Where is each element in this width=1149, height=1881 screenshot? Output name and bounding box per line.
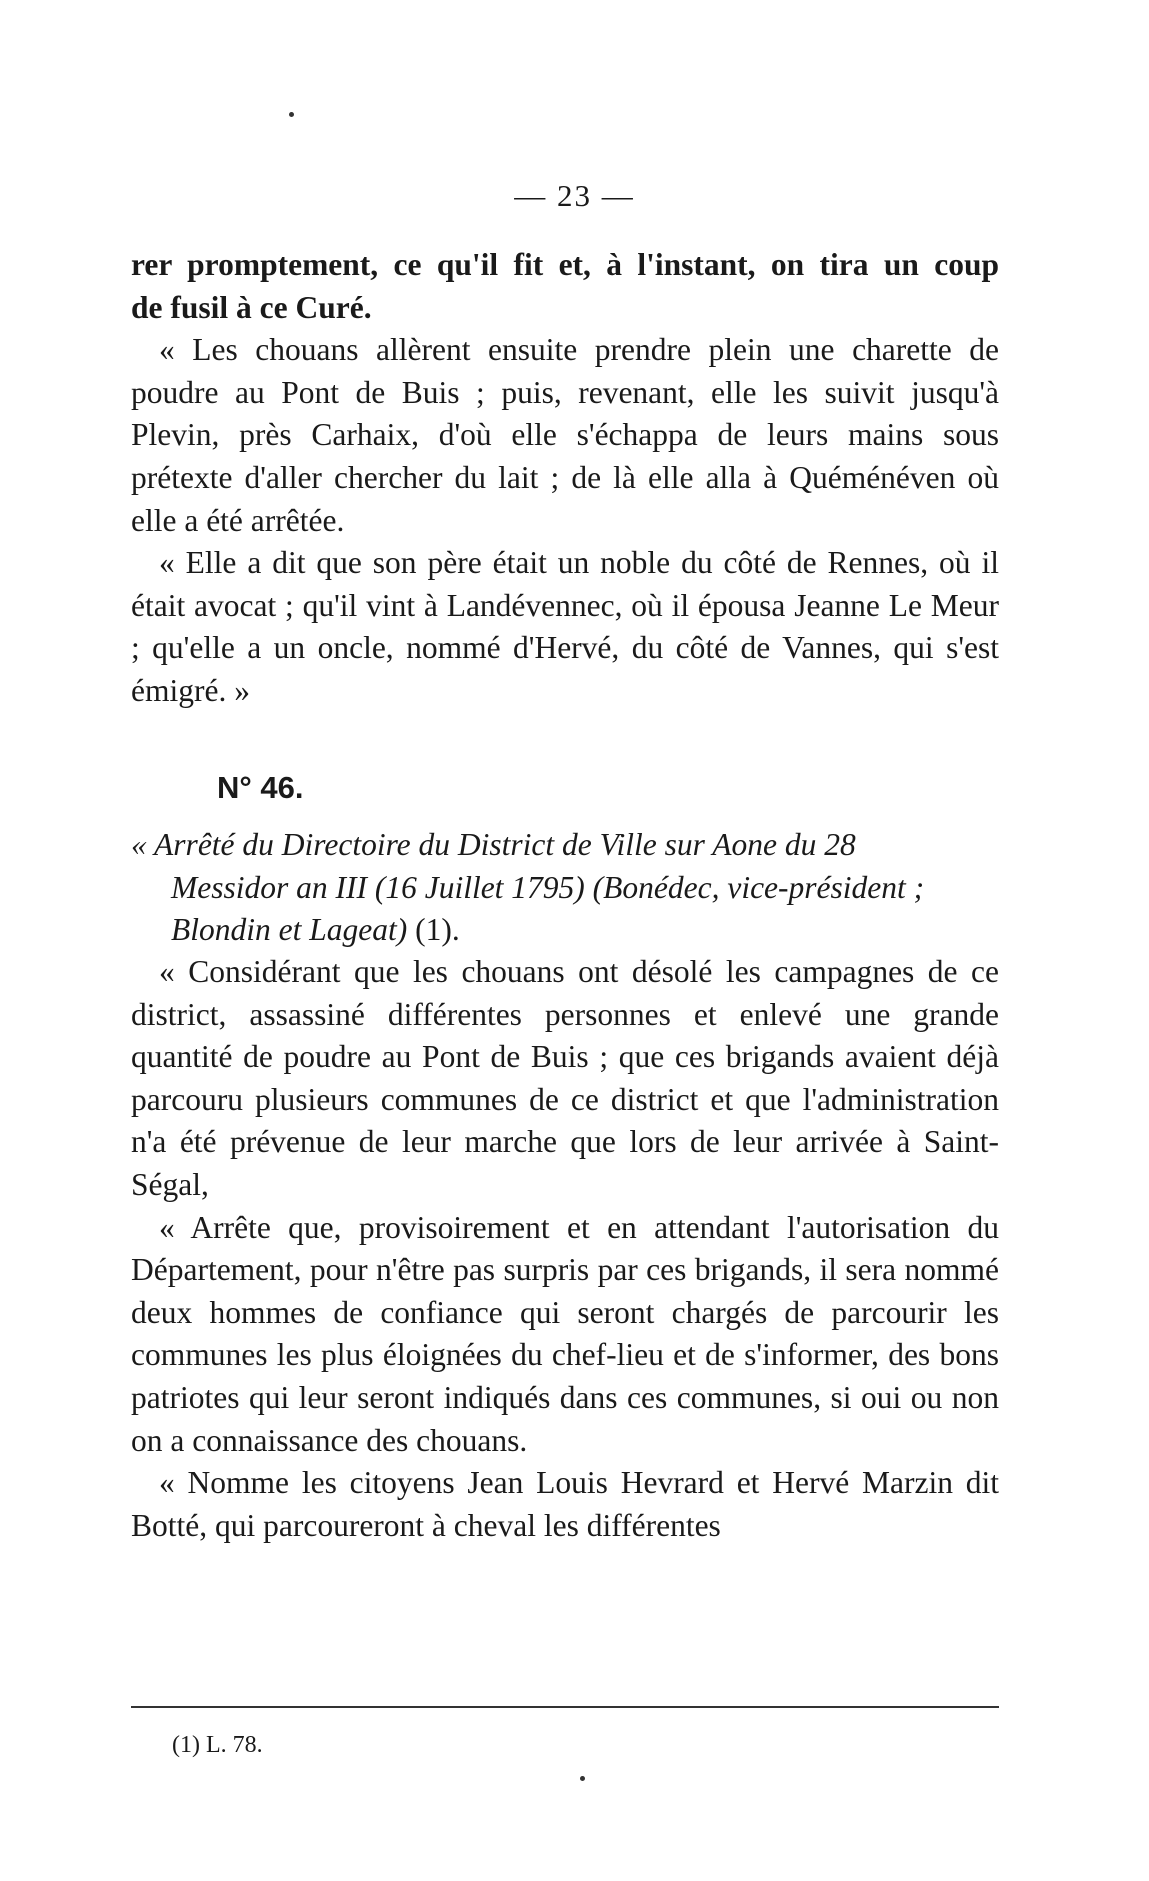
speck-mark: [289, 112, 294, 117]
footnote: (1) L. 78.: [172, 1732, 263, 1758]
paragraph-nomme: « Nomme les citoyens Jean Louis Hevrard et Hervé Marzin dit Botté, qui parcoureront à cheval les différentes: [131, 1465, 999, 1543]
footnote-reference: (1).: [407, 912, 460, 948]
decree-title-line-2: Messidor an III (16 Juillet 1795) (Bonédec, vice-président ;: [171, 869, 925, 905]
paragraph-2: « Les chouans allèrent ensuite prendre plein une charette de poudre au Pont de Buis ; puis, revenant, elle les suivit jusqu'à Plevin, près Carhaix, d'où elle s'échappa de leurs mains sous prétexte d'aller chercher du lait ; de là elle alla à Quéménéven où elle a été arrêtée.: [131, 332, 999, 538]
decree-title-line-3: [131, 909, 999, 952]
paragraph-1-line-1: rer promptement, ce qu'il fit et, à l'instant, on tira un coup: [131, 247, 999, 282]
decree-title-signers: Blondin et Lageat): [171, 912, 408, 948]
paragraph-block-1: [131, 244, 999, 713]
speck-mark: [580, 1776, 585, 1781]
section-heading: N° 46.: [217, 770, 304, 805]
page-number: — 23 —: [514, 178, 635, 213]
paragraph-3: « Elle a dit que son père était un noble du côté de Rennes, où il était avocat ; qu'il vint à Landévennec, où il épousa Jeanne Le Meur ; qu'elle a un oncle, nommé d'Hervé, du côté de Vannes, qui s'est émigré. »: [131, 545, 999, 708]
decree-title-line-1: « Arrêté du Directoire du District de Ville sur Aone du 28: [131, 827, 856, 862]
decree-body: [131, 951, 999, 1547]
footnote-divider: [131, 1706, 999, 1708]
paragraph-1-line-2: de fusil à ce Curé.: [131, 289, 372, 325]
paragraph-arrete: « Arrête que, provisoirement et en attendant l'autorisation du Département, pour n'être pas surpris par ces brigands, il sera nommé deux hommes de confiance qui seront chargés de parcourir les communes les plus éloignées du chef-lieu et de s'informer, des bons patriotes qui leur seront indiqués dans ces communes, si oui ou non on a connaissance des chouans.: [131, 1209, 999, 1458]
paragraph-considerant: « Considérant que les chouans ont désolé les campagnes de ce district, assassiné différentes personnes et enlevé une grande quantité de poudre au Pont de Buis ; que ces brigands avaient déjà parcouru plusieurs communes de ce district et que l'administration n'a été prévenue de leur marche que lors de leur arrivée à Saint-Ségal,: [131, 954, 999, 1202]
decree-title: [131, 824, 999, 952]
